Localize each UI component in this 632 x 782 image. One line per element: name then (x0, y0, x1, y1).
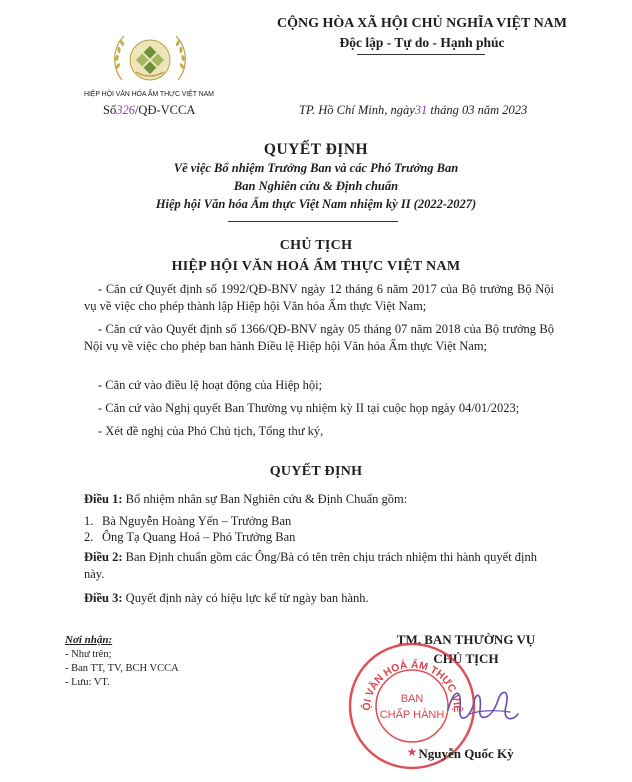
decision-subtitle-2: Ban Nghiên cứu & Định chuẩn (233, 179, 399, 193)
handwritten-day: 31 (414, 103, 428, 117)
handwritten-number: 326 (116, 103, 135, 117)
stamp-center-2: CHẤP HÀNH (379, 709, 445, 721)
decision-subtitle-3: Hiệp hội Văn hóa Ẩm thực Việt Nam nhiệm kỳ II (2022-2027) (155, 197, 477, 211)
signature-org: TM. BAN THƯỜNG VỤ (396, 632, 536, 647)
authority-title: CHỦ TỊCH (279, 238, 353, 253)
svg-text:★: ★ (406, 745, 418, 759)
stamp-ring-text: ỘI VĂN HOÁ ẨM THỰC VIỆ (360, 658, 464, 713)
handwritten-signature (440, 680, 520, 730)
decides-heading: QUYẾT ĐỊNH (269, 464, 363, 479)
appointee-item: 1. Bà Nguyễn Hoàng Yến – Trưởng Ban (84, 514, 292, 528)
title-separator (228, 221, 398, 222)
signer-name: Nguyễn Quốc Kỳ (418, 746, 514, 761)
preamble-item: - Xét đề nghị của Phó Chủ tịch, Tổng thư ký, (98, 424, 324, 438)
national-motto: Độc lập - Tự do - Hạnh phúc (339, 35, 505, 50)
article-2: Điều 2: Ban Định chuẩn gồm các Ông/Bà có tên trên chịu trách nhiệm thi hành quyết định này. (84, 550, 538, 581)
motto-underline (357, 54, 485, 55)
place-date: TP. Hồ Chí Minh, ngày31 tháng 03 năm 2023 (299, 103, 528, 117)
national-title: CỘNG HÒA XÃ HỘI CHỦ NGHĨA VIỆT NAM (276, 16, 567, 31)
stamp-center-1: BAN (400, 693, 424, 705)
preamble-item: - Căn cứ vào điều lệ hoạt động của Hiệp hội; (98, 378, 323, 392)
decision-subtitle-1: Về việc Bổ nhiệm Trưởng Ban và các Phó Trưởng Ban (173, 161, 459, 175)
decision-title: QUYẾT ĐỊNH (263, 141, 369, 158)
article-1: Điều 1: Bổ nhiệm nhân sự Ban Nghiên cứu & Định Chuẩn gồm: (84, 492, 408, 506)
authority-org: HIỆP HỘI VĂN HOÁ ẨM THỰC VIỆT NAM (171, 259, 461, 274)
preamble-item: - Căn cứ vào Nghị quyết Ban Thường vụ nhiệm kỳ II tại cuộc họp ngày 04/01/2023; (98, 401, 520, 415)
preamble-item: - Căn cứ vào Quyết định số 1366/QĐ-BNV ngày 05 tháng 07 năm 2018 của Bộ trưởng Bộ Nội vụ về việc cho phép ban hành Điều lệ Hiệp hội Văn hóa Ẩm thực Việt Nam; (84, 322, 554, 353)
appointee-item: 2. Ông Tạ Quang Hoá – Phó Trưởng Ban (84, 530, 296, 544)
document-number: Số326/QĐ-VCCA (103, 103, 196, 117)
signature-role: CHỦ TỊCH (433, 651, 499, 666)
recipients-title: Nơi nhận: (65, 634, 113, 646)
recipient-item: - Ban TT, TV, BCH VCCA (65, 663, 179, 674)
article-3: Điều 3: Quyết định này có hiệu lực kể từ ngày ban hành. (84, 591, 369, 605)
association-logo (100, 22, 200, 102)
recipient-item: - Như trên; (65, 649, 112, 660)
preamble-item: - Căn cứ Quyết định số 1992/QĐ-BNV ngày 12 tháng 6 năm 2017 của Bộ trưởng Bộ Nội vụ về việc cho phép thành lập Hiệp hội Văn hóa Ẩm thực Việt Nam; (84, 282, 554, 313)
logo-caption: HIỆP HỘI VĂN HÓA ẨM THỰC VIỆT NAM (84, 91, 214, 98)
recipient-item: - Lưu: VT. (65, 677, 110, 688)
